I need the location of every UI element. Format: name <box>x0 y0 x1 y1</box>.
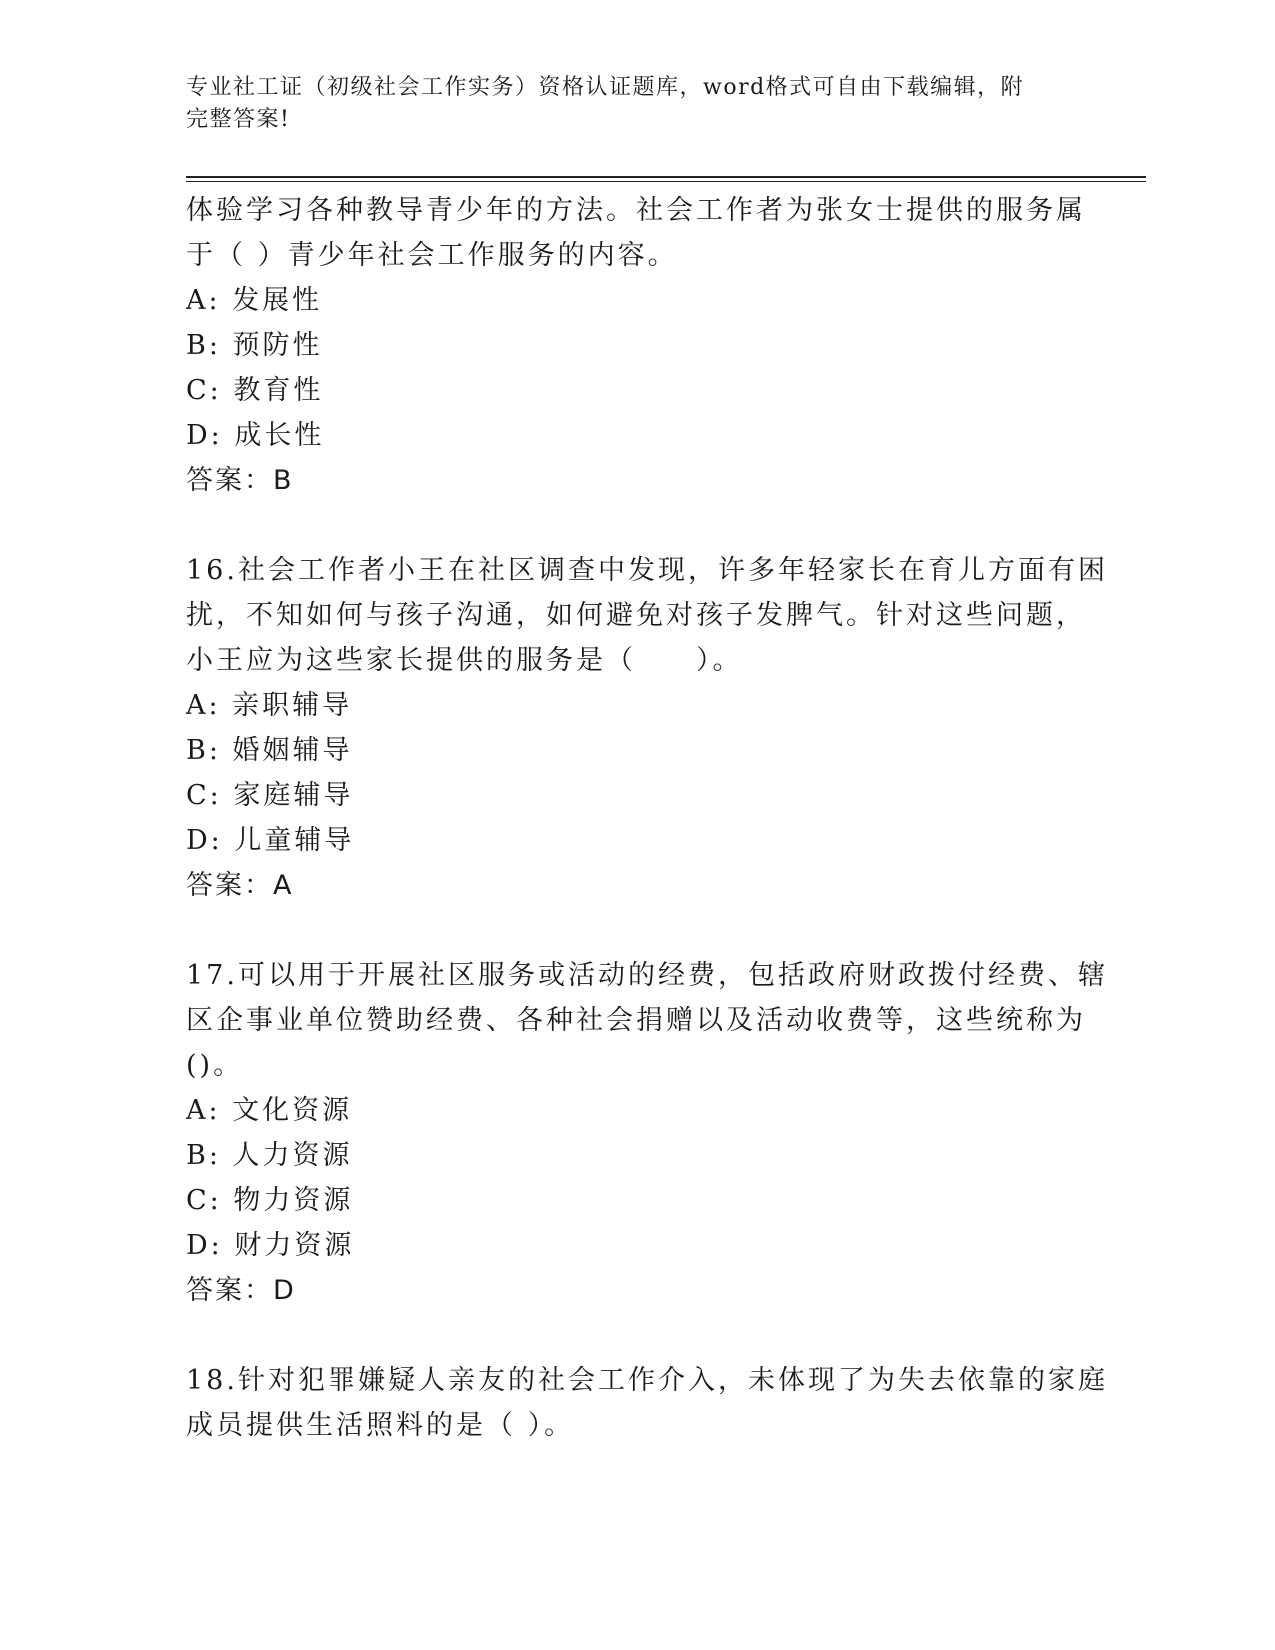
spacer <box>186 908 1086 953</box>
question-stem-line: 区企事业单位赞助经费、各种社会捐赠以及活动收费等，这些统称为 <box>186 1005 1086 1036</box>
question-18 <box>186 1358 1108 1448</box>
question-stem-line: 成员提供生活照料的是（ ）。 <box>186 1410 575 1441</box>
option-a: A: 发展性 <box>186 285 323 316</box>
option-b: B: 婚姻辅导 <box>186 735 353 766</box>
spacer <box>186 503 1086 548</box>
question-stem-line: 16.社会工作者小王在社区调查中发现，许多年轻家长在育儿方面有困 <box>186 555 1108 586</box>
option-b: B: 预防性 <box>186 330 323 361</box>
option-a: A: 文化资源 <box>186 1095 353 1126</box>
header-divider-thin <box>186 181 1146 182</box>
question-stem-line: 于（ ）青少年社会工作服务的内容。 <box>186 240 678 271</box>
option-b: B: 人力资源 <box>186 1140 353 1171</box>
option-d: D: 财力资源 <box>186 1230 355 1261</box>
header-line-2: 完整答案! <box>186 107 291 132</box>
question-stem-line: ()。 <box>186 1050 244 1081</box>
question-16 <box>186 548 1108 908</box>
question-list <box>186 188 1108 1448</box>
question-15 <box>186 188 1086 503</box>
answer-label: 答案：B <box>186 465 294 496</box>
question-17 <box>186 953 1108 1313</box>
option-c: C: 教育性 <box>186 375 324 406</box>
question-stem-line: 18.针对犯罪嫌疑人亲友的社会工作介入，未体现了为失去依靠的家庭 <box>186 1365 1108 1396</box>
option-d: D: 成长性 <box>186 420 325 451</box>
question-stem-line: 17.可以用于开展社区服务或活动的经费，包括政府财政拨付经费、辖 <box>186 960 1108 991</box>
header-divider <box>186 176 1146 178</box>
document-header <box>186 72 1066 136</box>
answer-label: 答案：A <box>186 870 294 901</box>
option-c: C: 家庭辅导 <box>186 780 354 811</box>
question-stem-line: 扰，不知如何与孩子沟通，如何避免对孩子发脾气。针对这些问题， <box>186 600 1086 631</box>
option-c: C: 物力资源 <box>186 1185 354 1216</box>
option-a: A: 亲职辅导 <box>186 690 353 721</box>
header-line-1: 专业社工证（初级社会工作实务）资格认证题库，word格式可自由下载编辑，附 <box>186 75 1025 100</box>
question-stem-line: 体验学习各种教导青少年的方法。社会工作者为张女士提供的服务属 <box>186 195 1086 226</box>
answer-label: 答案：D <box>186 1275 296 1306</box>
spacer <box>186 1313 1086 1358</box>
option-d: D: 儿童辅导 <box>186 825 355 856</box>
question-stem-line: 小王应为这些家长提供的服务是（ ）。 <box>186 645 743 676</box>
